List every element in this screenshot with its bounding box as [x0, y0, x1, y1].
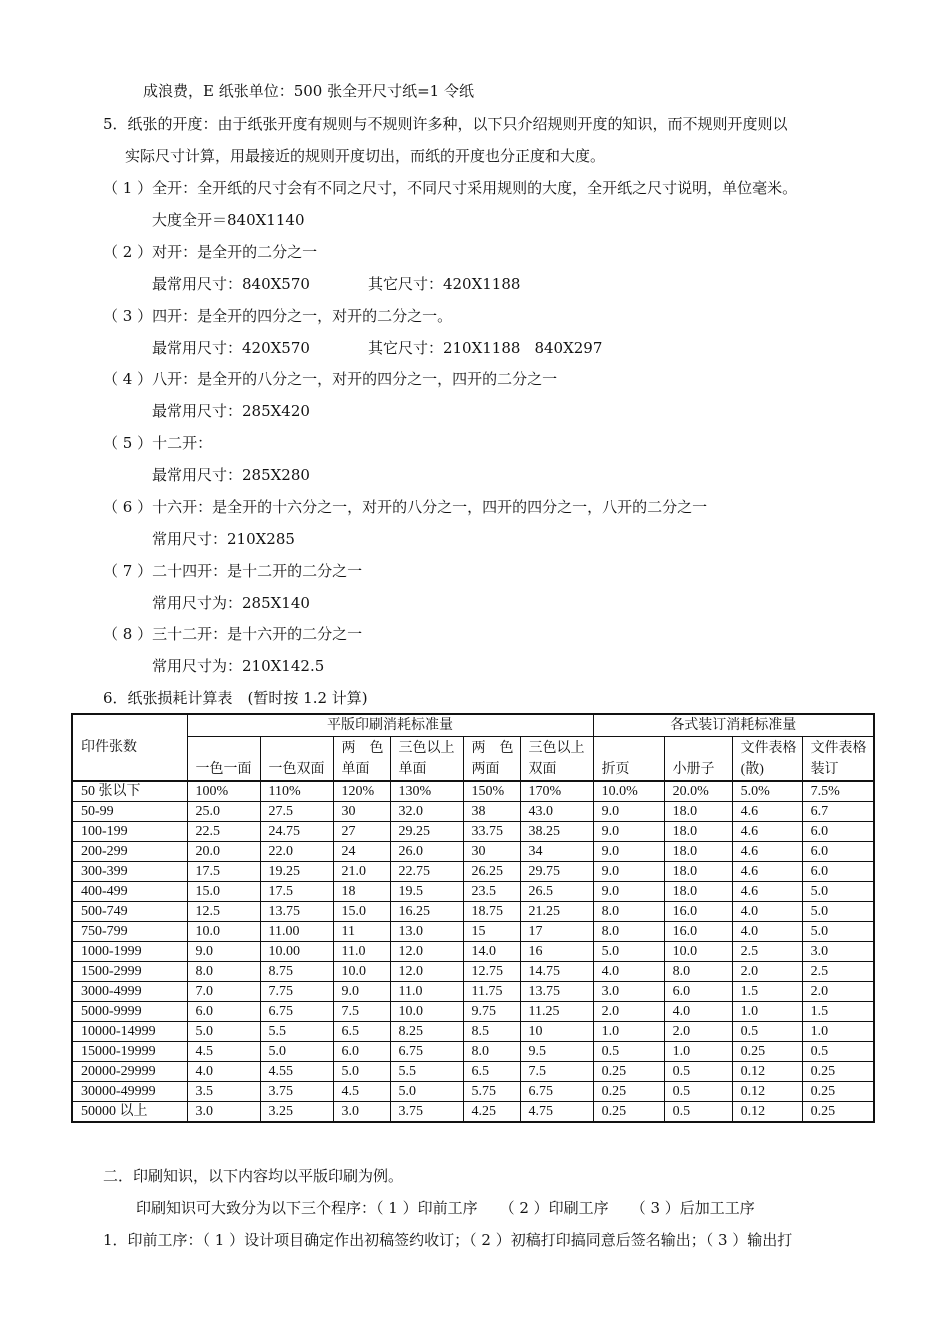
table-cell: 25.0 — [187, 801, 260, 821]
table-cell: 8.0 — [593, 901, 664, 921]
table-row — [72, 981, 874, 1001]
table-cell: 7.5 — [333, 1001, 390, 1021]
quarter-sheet-other-2: 840X297 — [534, 339, 603, 357]
table-cell: 10.00 — [260, 941, 333, 961]
table-cell: 18.0 — [664, 841, 732, 861]
table-column-header: 一色一面 — [187, 737, 260, 781]
item-twelfth-sheet: （ 5 ）十二开： — [103, 434, 213, 452]
paragraph-prepress: 1．印前工序：（ 1 ）设计项目确定作出初稿签约收订；（ 2 ）初稿打印搞同意后签名输出；（ 3 ）输出打 — [103, 1231, 793, 1249]
table-cell: 4.6 — [732, 821, 802, 841]
table-cell: 11 — [333, 921, 390, 941]
table-cell: 16 — [520, 941, 593, 961]
table-cell: 8.0 — [187, 961, 260, 981]
table-cell: 15 — [463, 921, 520, 941]
table-row-label: 50 张以下 — [72, 781, 187, 802]
table-cell: 8.5 — [463, 1021, 520, 1041]
table-cell: 3.75 — [390, 1101, 463, 1122]
table-cell: 30 — [333, 801, 390, 821]
eighth-sheet-size: 最常用尺寸：285X420 — [152, 402, 310, 420]
table-column-header: 小册子 — [664, 737, 732, 781]
table-cell: 0.5 — [593, 1041, 664, 1061]
item-full-sheet: （ 1 ）全开：全开纸的尺寸会有不同之尺寸，不同尺寸采用规则的大度，全开纸之尺寸说明，单位毫米。 — [103, 179, 798, 197]
table-cell: 11.00 — [260, 921, 333, 941]
table-cell: 23.5 — [463, 881, 520, 901]
table-cell: 1.0 — [593, 1021, 664, 1041]
table-cell: 2.0 — [732, 961, 802, 981]
table-cell: 5.0 — [187, 1021, 260, 1041]
table-cell: 4.6 — [732, 841, 802, 861]
procedure-printing: （ 2 ）印刷工序 — [499, 1199, 609, 1217]
table-row-label: 200-299 — [72, 841, 187, 861]
table-row — [72, 961, 874, 981]
table-cell: 14.75 — [520, 961, 593, 981]
table-cell: 6.0 — [333, 1041, 390, 1061]
table-column-header: 文件表格(散) — [732, 737, 802, 781]
table-cell: 0.12 — [732, 1101, 802, 1122]
table-cell: 0.5 — [732, 1021, 802, 1041]
procedure-prepress: 印刷知识可大致分为以下三个程序：（ 1 ）印前工序 — [136, 1199, 478, 1217]
table-cell: 15.0 — [333, 901, 390, 921]
table-cell: 5.0% — [732, 781, 802, 802]
table-cell: 30 — [463, 841, 520, 861]
table-cell: 0.5 — [664, 1101, 732, 1122]
table-cell: 10 — [520, 1021, 593, 1041]
table-cell: 2.5 — [802, 961, 874, 981]
table-column-header: 文件表格装订 — [802, 737, 874, 781]
table-cell: 0.5 — [802, 1041, 874, 1061]
table-cell: 18.0 — [664, 881, 732, 901]
table-cell: 10.0 — [664, 941, 732, 961]
table-row — [72, 1081, 874, 1101]
table-cell: 6.0 — [187, 1001, 260, 1021]
table-cell: 8.0 — [593, 921, 664, 941]
table-cell: 1.0 — [664, 1041, 732, 1061]
table-cell: 1.0 — [802, 1021, 874, 1041]
table-cell: 110% — [260, 781, 333, 802]
table-cell: 15.0 — [187, 881, 260, 901]
table-cell: 11.75 — [463, 981, 520, 1001]
table-cell: 26.0 — [390, 841, 463, 861]
table-cell: 7.5% — [802, 781, 874, 802]
table-cell: 5.0 — [802, 881, 874, 901]
item-half-sheet: （ 2 ）对开：是全开的二分之一 — [103, 243, 318, 261]
table-cell: 20.0 — [187, 841, 260, 861]
table-group-offset-printing: 平版印刷消耗标准量 — [187, 714, 593, 737]
table-cell: 4.25 — [463, 1101, 520, 1122]
table-row-label: 3000-4999 — [72, 981, 187, 1001]
twelfth-sheet-size: 最常用尺寸：285X280 — [152, 466, 310, 484]
table-cell: 0.25 — [802, 1101, 874, 1122]
table-cell: 6.0 — [802, 841, 874, 861]
table-cell: 6.75 — [520, 1081, 593, 1101]
quarter-sheet-common: 最常用尺寸：420X570 — [152, 339, 310, 357]
table-cell: 5.0 — [802, 921, 874, 941]
table-column-header: 三色以上双面 — [520, 737, 593, 781]
table-cell: 6.7 — [802, 801, 874, 821]
item-sixteenth-sheet: （ 6 ）十六开：是全开的十六分之一，对开的八分之一，四开的四分之一，八开的二分之一 — [103, 498, 708, 516]
table-row-label: 1000-1999 — [72, 941, 187, 961]
table-cell: 13.0 — [390, 921, 463, 941]
full-sheet-size: 大度全开＝840X1140 — [152, 211, 305, 229]
table-cell: 2.0 — [664, 1021, 732, 1041]
table-row-label: 10000-14999 — [72, 1021, 187, 1041]
table-row — [72, 861, 874, 881]
table-cell: 27 — [333, 821, 390, 841]
table-row-label: 30000-49999 — [72, 1081, 187, 1101]
table-cell: 4.0 — [187, 1061, 260, 1081]
table-cell: 6.5 — [463, 1061, 520, 1081]
table-cell: 21.0 — [333, 861, 390, 881]
table-cell: 8.0 — [463, 1041, 520, 1061]
table-cell: 19.5 — [390, 881, 463, 901]
table-row-label: 20000-29999 — [72, 1061, 187, 1081]
table-cell: 0.25 — [593, 1101, 664, 1122]
table-cell: 10.0 — [390, 1001, 463, 1021]
table-cell: 18.0 — [664, 801, 732, 821]
table-cell: 3.0 — [333, 1101, 390, 1122]
table-cell: 8.25 — [390, 1021, 463, 1041]
table-cell: 4.6 — [732, 861, 802, 881]
table-row-label: 750-799 — [72, 921, 187, 941]
table-row — [72, 881, 874, 901]
table-cell: 17.5 — [260, 881, 333, 901]
table-cell: 5.0 — [802, 901, 874, 921]
table-cell: 0.25 — [593, 1061, 664, 1081]
table-cell: 14.0 — [463, 941, 520, 961]
table-cell: 1.0 — [732, 1001, 802, 1021]
table-row — [72, 1001, 874, 1021]
item-32nd-sheet: （ 8 ）三十二开：是十六开的二分之一 — [103, 625, 363, 643]
table-cell: 1.5 — [802, 1001, 874, 1021]
table-corner-header: 印件张数 — [72, 714, 187, 781]
table-cell: 26.25 — [463, 861, 520, 881]
32nd-sheet-size: 常用尺寸为：210X142.5 — [152, 657, 325, 675]
table-row-label: 100-199 — [72, 821, 187, 841]
table-cell: 12.0 — [390, 961, 463, 981]
table-cell: 43.0 — [520, 801, 593, 821]
half-sheet-other: 其它尺寸：420X1188 — [367, 275, 521, 293]
table-row-label: 500-749 — [72, 901, 187, 921]
table-row-label: 5000-9999 — [72, 1001, 187, 1021]
table-cell: 6.0 — [802, 821, 874, 841]
table-cell: 12.75 — [463, 961, 520, 981]
table-cell: 0.25 — [802, 1081, 874, 1101]
table-cell: 0.12 — [732, 1061, 802, 1081]
table-body — [72, 781, 874, 1122]
table-cell: 12.5 — [187, 901, 260, 921]
table-cell: 20.0% — [664, 781, 732, 802]
table-cell: 18.75 — [463, 901, 520, 921]
table-cell: 16.25 — [390, 901, 463, 921]
table-cell: 3.0 — [187, 1101, 260, 1122]
table-cell: 6.0 — [802, 861, 874, 881]
table-row — [72, 1021, 874, 1041]
table-cell: 27.5 — [260, 801, 333, 821]
table-row-label: 300-399 — [72, 861, 187, 881]
table-cell: 5.0 — [333, 1061, 390, 1081]
table-cell: 5.5 — [260, 1021, 333, 1041]
paragraph-paper-format: 5．纸张的开度：由于纸张开度有规则与不规则许多种，以下只介绍规则开度的知识，而不规则开度则以 — [103, 115, 788, 133]
item-eighth-sheet: （ 4 ）八开：是全开的八分之一，对开的四分之一，四开的二分之一 — [103, 370, 558, 388]
table-cell: 5.0 — [593, 941, 664, 961]
table-row — [72, 1041, 874, 1061]
table-cell: 4.0 — [732, 921, 802, 941]
table-cell: 6.75 — [390, 1041, 463, 1061]
table-row-label: 15000-19999 — [72, 1041, 187, 1061]
table-row-label: 50-99 — [72, 801, 187, 821]
table-cell: 4.0 — [664, 1001, 732, 1021]
table-cell: 0.25 — [732, 1041, 802, 1061]
table-cell: 11.0 — [333, 941, 390, 961]
table-cell: 10.0% — [593, 781, 664, 802]
printing-procedures — [136, 1198, 755, 1218]
table-cell: 130% — [390, 781, 463, 802]
table-cell: 4.5 — [187, 1041, 260, 1061]
table-cell: 1.5 — [732, 981, 802, 1001]
table-cell: 2.0 — [802, 981, 874, 1001]
item-quarter-sheet: （ 3 ）四开：是全开的四分之一，对开的二分之一。 — [103, 307, 453, 325]
table-cell: 7.0 — [187, 981, 260, 1001]
table-cell: 19.25 — [260, 861, 333, 881]
half-sheet-common: 最常用尺寸：840X570 — [152, 275, 310, 293]
table-cell: 9.0 — [593, 881, 664, 901]
table-cell: 3.0 — [593, 981, 664, 1001]
table-cell: 4.6 — [732, 801, 802, 821]
table-cell: 38.25 — [520, 821, 593, 841]
table-cell: 150% — [463, 781, 520, 802]
table-cell: 17.5 — [187, 861, 260, 881]
table-cell: 10.0 — [187, 921, 260, 941]
table-row — [72, 941, 874, 961]
table-cell: 22.75 — [390, 861, 463, 881]
table-column-header: 两 色单面 — [333, 737, 390, 781]
table-row — [72, 921, 874, 941]
table-cell: 9.0 — [187, 941, 260, 961]
table-cell: 38 — [463, 801, 520, 821]
table-cell: 8.0 — [664, 961, 732, 981]
paragraph-waste-unit: 成浪费，E 纸张单位：500 张全开尺寸纸=1 令纸 — [143, 82, 474, 100]
table-cell: 13.75 — [260, 901, 333, 921]
table-cell: 5.0 — [260, 1041, 333, 1061]
sixteenth-sheet-size: 常用尺寸：210X285 — [152, 530, 295, 548]
half-sheet-sizes — [152, 274, 520, 294]
table-cell: 24 — [333, 841, 390, 861]
table-cell: 2.0 — [593, 1001, 664, 1021]
table-cell: 4.55 — [260, 1061, 333, 1081]
quarter-sheet-sizes — [152, 338, 602, 358]
table-row — [72, 781, 874, 802]
paper-loss-table — [71, 713, 875, 1123]
table-column-header: 一色双面 — [260, 737, 333, 781]
table-cell: 0.5 — [664, 1081, 732, 1101]
table-cell: 34 — [520, 841, 593, 861]
table-cell: 9.0 — [333, 981, 390, 1001]
table-row — [72, 801, 874, 821]
table-caption: 6．纸张损耗计算表 (暂时按 1.2 计算) — [103, 689, 368, 707]
table-cell: 9.5 — [520, 1041, 593, 1061]
table-row-label: 1500-2999 — [72, 961, 187, 981]
table-cell: 29.75 — [520, 861, 593, 881]
table-cell: 26.5 — [520, 881, 593, 901]
table-cell: 18.0 — [664, 821, 732, 841]
table-cell: 5.5 — [390, 1061, 463, 1081]
table-cell: 18 — [333, 881, 390, 901]
table-row — [72, 901, 874, 921]
table-cell: 11.25 — [520, 1001, 593, 1021]
table-cell: 22.0 — [260, 841, 333, 861]
table-cell: 11.0 — [390, 981, 463, 1001]
table-cell: 0.12 — [732, 1081, 802, 1101]
table-cell: 33.75 — [463, 821, 520, 841]
table-cell: 4.0 — [593, 961, 664, 981]
table-cell: 5.75 — [463, 1081, 520, 1101]
24th-sheet-size: 常用尺寸为：285X140 — [152, 594, 310, 612]
table-cell: 7.5 — [520, 1061, 593, 1081]
table-cell: 100% — [187, 781, 260, 802]
table-row-label: 400-499 — [72, 881, 187, 901]
table-cell: 32.0 — [390, 801, 463, 821]
table-cell: 13.75 — [520, 981, 593, 1001]
table-cell: 12.0 — [390, 941, 463, 961]
table-cell: 4.6 — [732, 881, 802, 901]
table-header-row — [72, 737, 874, 781]
table-row — [72, 821, 874, 841]
table-cell: 9.75 — [463, 1001, 520, 1021]
table-cell: 9.0 — [593, 821, 664, 841]
table-cell: 10.0 — [333, 961, 390, 981]
table-cell: 29.25 — [390, 821, 463, 841]
item-24th-sheet: （ 7 ）二十四开：是十二开的二分之一 — [103, 562, 363, 580]
table-cell: 6.5 — [333, 1021, 390, 1041]
table-cell: 3.0 — [802, 941, 874, 961]
table-cell: 17 — [520, 921, 593, 941]
table-cell: 22.5 — [187, 821, 260, 841]
table-cell: 0.5 — [664, 1061, 732, 1081]
paragraph-paper-format-cont: 实际尺寸计算，用最接近的规则开度切出，而纸的开度也分正度和大度。 — [125, 147, 606, 165]
table-cell: 16.0 — [664, 921, 732, 941]
table-cell: 6.75 — [260, 1001, 333, 1021]
table-column-header: 三色以上单面 — [390, 737, 463, 781]
table-cell: 7.75 — [260, 981, 333, 1001]
table-cell: 9.0 — [593, 861, 664, 881]
table-row-label: 50000 以上 — [72, 1101, 187, 1122]
table-group-binding: 各式装订消耗标准量 — [593, 714, 874, 737]
table-cell: 5.0 — [390, 1081, 463, 1101]
table-column-header: 折页 — [593, 737, 664, 781]
table-cell: 3.25 — [260, 1101, 333, 1122]
table-cell: 4.5 — [333, 1081, 390, 1101]
table-cell: 4.0 — [732, 901, 802, 921]
table-cell: 18.0 — [664, 861, 732, 881]
table-cell: 0.25 — [593, 1081, 664, 1101]
table-cell: 120% — [333, 781, 390, 802]
table-cell: 21.25 — [520, 901, 593, 921]
quarter-sheet-other: 其它尺寸：210X1188 — [367, 339, 521, 357]
table-cell: 3.75 — [260, 1081, 333, 1101]
table-cell: 16.0 — [664, 901, 732, 921]
table-cell: 0.25 — [802, 1061, 874, 1081]
table-cell: 9.0 — [593, 801, 664, 821]
procedure-postpress: （ 3 ）后加工工序 — [630, 1199, 755, 1217]
table-cell: 6.0 — [664, 981, 732, 1001]
table-row — [72, 841, 874, 861]
table-row — [72, 1061, 874, 1081]
table-cell: 9.0 — [593, 841, 664, 861]
table-cell: 170% — [520, 781, 593, 802]
table-cell: 2.5 — [732, 941, 802, 961]
table-row — [72, 1101, 874, 1122]
table-cell: 24.75 — [260, 821, 333, 841]
table-cell: 8.75 — [260, 961, 333, 981]
table-column-header: 两 色两面 — [463, 737, 520, 781]
section-printing-knowledge: 二．印刷知识，以下内容均以平版印刷为例。 — [103, 1167, 404, 1185]
table-cell: 3.5 — [187, 1081, 260, 1101]
table-cell: 4.75 — [520, 1101, 593, 1122]
